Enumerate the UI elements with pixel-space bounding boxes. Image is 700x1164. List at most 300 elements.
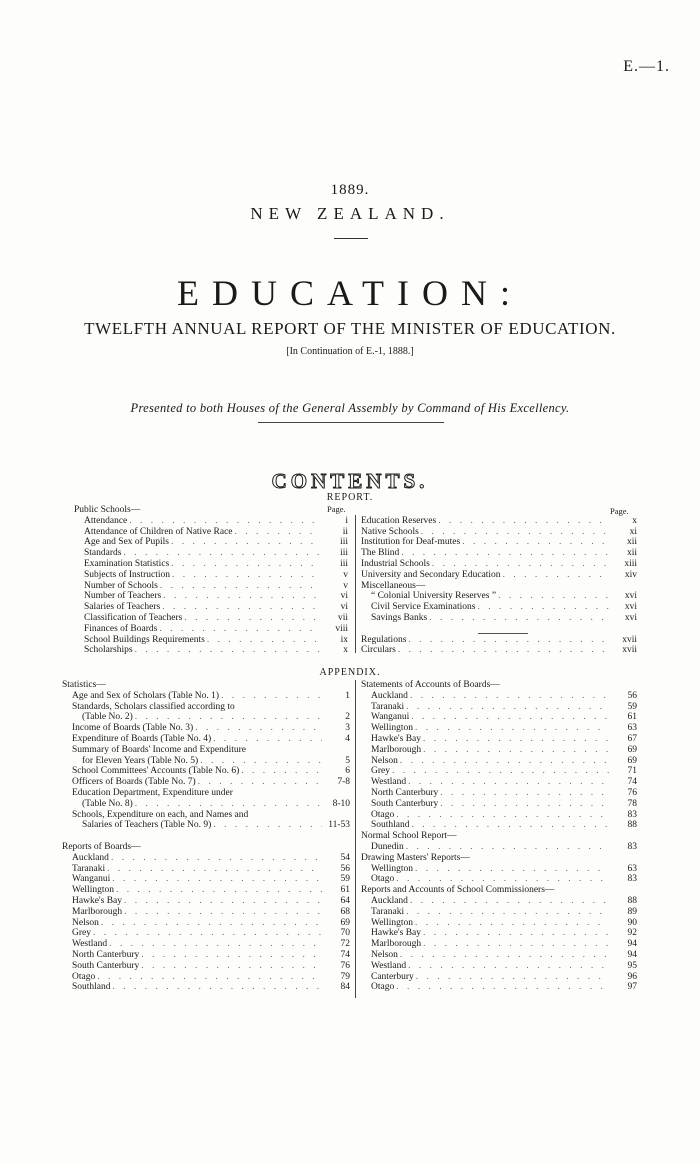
toc-entry-label: Grey [371, 766, 390, 777]
toc-entry-label: Attendance of Children of Native Race [84, 526, 233, 537]
toc-entry [62, 691, 350, 702]
toc-entry-page: 94 [627, 949, 637, 960]
toc-entry-page: 83 [627, 809, 637, 820]
leader-dots [413, 723, 609, 734]
leader-dots [421, 928, 609, 939]
leader-dots [421, 939, 609, 950]
toc-entry-page: viii [335, 623, 348, 634]
toc-entry-label: Schools, Expenditure on each, and Names and [72, 809, 249, 820]
toc-entry-label: Otago [371, 982, 395, 993]
toc-entry [74, 635, 348, 646]
toc-entry-page: 94 [627, 939, 637, 950]
leader-dots [99, 918, 322, 929]
toc-entry-page: iii [340, 558, 348, 569]
toc-entry [62, 972, 350, 983]
toc-entry-page: 76 [627, 787, 637, 798]
toc-entry-page: 72 [340, 939, 350, 950]
toc-entry [361, 788, 637, 799]
leader-dots [160, 602, 320, 613]
toc-entry [74, 516, 348, 527]
leader-dots [110, 874, 322, 885]
leader-dots [413, 918, 609, 929]
toc-entry-label: Income of Boards (Table No. 3) [72, 723, 194, 734]
leader-dots [139, 961, 322, 972]
toc-entry-label: Wellington [371, 917, 413, 928]
toc-entry-page: 61 [340, 885, 350, 896]
title-divider [334, 238, 368, 239]
leader-dots [404, 842, 609, 853]
toc-entry-page: xii [626, 537, 637, 548]
toc-entry-label: Number of Schools [84, 580, 158, 591]
toc-entry [62, 896, 350, 907]
toc-entry-page: xvii [622, 645, 637, 656]
leader-dots [170, 570, 320, 581]
toc-entry-page: vi [340, 591, 348, 602]
toc-entry-label: School Buildings Requirements [84, 634, 205, 645]
column-separator [355, 515, 356, 653]
leader-dots [111, 982, 322, 993]
page-column-label: Page. [327, 504, 346, 514]
toc-entry-page: 90 [627, 917, 637, 928]
toc-entry [74, 559, 348, 570]
leader-dots [396, 645, 609, 656]
toc-entry-page: xiv [624, 569, 637, 580]
leader-dots [196, 777, 322, 788]
contents-heading: CONTENTS. [271, 469, 429, 493]
toc-entry-page: xvi [624, 602, 637, 613]
toc-entry-label: Education Department, Expenditure under [72, 787, 233, 798]
toc-entry [62, 766, 350, 777]
toc-entry [62, 918, 350, 929]
toc-entry [62, 950, 350, 961]
toc-entry-label: Westland [371, 960, 407, 971]
toc-entry-page: 70 [340, 928, 350, 939]
toc-entry-page: 63 [627, 863, 637, 874]
toc-entry-page: 59 [340, 874, 350, 885]
toc-entry-page: 63 [627, 723, 637, 734]
leader-dots [406, 961, 609, 972]
toc-entry-page: v [343, 580, 348, 591]
toc-entry [361, 864, 637, 875]
leader-dots [121, 548, 320, 559]
toc-entry [74, 570, 348, 581]
appendix-right-list [361, 680, 637, 993]
toc-entry-label: Taranaki [72, 863, 106, 874]
leader-dots [161, 591, 320, 602]
toc-entry-label: Nelson [371, 755, 398, 766]
toc-entry-label: Circulars [361, 645, 396, 656]
toc-entry-page: 89 [627, 906, 637, 917]
toc-entry-label: “ Colonial University Reserves ” [371, 591, 497, 602]
toc-entry [62, 745, 350, 756]
toc-entry-label: Regulations [361, 634, 407, 645]
presented-divider [258, 422, 444, 423]
toc-entry [361, 961, 637, 972]
toc-entry [62, 864, 350, 875]
toc-entry [361, 939, 637, 950]
toc-entry [361, 907, 637, 918]
toc-entry [361, 918, 637, 929]
toc-entry-label: Auckland [371, 895, 408, 906]
leader-dots [158, 581, 320, 592]
toc-entry [361, 820, 637, 831]
toc-entry-label: Hawke's Bay [371, 928, 421, 939]
toc-entry-page: x [343, 645, 348, 656]
toc-entry-label: Southland [371, 820, 410, 831]
leader-dots [409, 712, 609, 723]
toc-entry-label: Westland [371, 777, 407, 788]
leader-dots [475, 602, 609, 613]
toc-entry-page: 88 [627, 895, 637, 906]
leader-dots [182, 613, 320, 624]
leader-dots [394, 810, 609, 821]
toc-entry-label: Grey [72, 928, 91, 939]
toc-entry [62, 756, 350, 767]
toc-entry-page: 96 [627, 971, 637, 982]
leader-dots [436, 516, 609, 527]
toc-entry-label: Marlborough [72, 906, 123, 917]
leader-dots [399, 548, 609, 559]
leader-dots [114, 885, 322, 896]
toc-entry [74, 548, 348, 559]
leader-dots [501, 570, 609, 581]
toc-entry-label: University and Secondary Education [361, 569, 501, 580]
toc-entry-label: Expenditure of Boards (Table No. 4) [72, 733, 212, 744]
toc-entry-page: 3 [345, 723, 350, 734]
toc-entry-label: Scholarships [84, 645, 133, 656]
toc-entry [361, 712, 637, 723]
toc-entry-page: i [345, 515, 348, 526]
toc-entry [361, 635, 637, 646]
toc-entry-page: 6 [345, 766, 350, 777]
leader-dots [239, 766, 322, 777]
toc-entry [361, 745, 637, 756]
toc-entry-label: Otago [371, 874, 395, 885]
toc-entry-page: xii [626, 548, 637, 559]
toc-entry-page: 78 [627, 798, 637, 809]
toc-entry-label: Salaries of Teachers (Table No. 9) [82, 820, 212, 831]
toc-entry-page: 56 [627, 690, 637, 701]
toc-entry-page: 71 [627, 766, 637, 777]
toc-entry-page: 64 [340, 895, 350, 906]
toc-entry [62, 939, 350, 950]
toc-entry-page: ix [340, 634, 348, 645]
toc-entry [62, 820, 350, 831]
toc-entry-label: Wanganui [72, 874, 111, 885]
toc-entry [62, 788, 350, 799]
toc-entry-label: Drawing Masters' Reports— [361, 852, 470, 863]
leader-dots [404, 907, 609, 918]
leader-dots [438, 799, 609, 810]
toc-entry [361, 799, 637, 810]
toc-entry [361, 691, 637, 702]
toc-entry [74, 624, 348, 635]
toc-entry [74, 602, 348, 613]
subtitle: TWELFTH ANNUAL REPORT OF THE MINISTER OF EDUCATION. [84, 319, 616, 338]
toc-entry [361, 896, 637, 907]
leader-dots [205, 635, 320, 646]
toc-entry [361, 702, 637, 713]
leader-dots [421, 745, 609, 756]
leader-dots [408, 896, 609, 907]
page-title: EDUCATION: [177, 273, 523, 313]
toc-entry [74, 591, 348, 602]
leader-dots [95, 972, 322, 983]
toc-entry-label: Marlborough [371, 744, 422, 755]
toc-entry-label: Age and Sex of Pupils [84, 537, 169, 548]
toc-entry-page: 11-53 [328, 820, 350, 831]
leader-dots [122, 896, 322, 907]
leader-dots [394, 982, 609, 993]
toc-entry [62, 853, 350, 864]
leader-dots [91, 928, 322, 939]
toc-entry-label: North Canterbury [72, 949, 140, 960]
toc-entry-page: 74 [340, 949, 350, 960]
toc-entry-page: 74 [627, 777, 637, 788]
toc-entry-page: iii [340, 548, 348, 559]
leader-dots [211, 820, 322, 831]
toc-entry-label: Education Reserves [361, 515, 437, 526]
toc-entry-label: for Eleven Years (Table No. 5) [82, 755, 199, 766]
leader-dots [133, 799, 322, 810]
toc-entry-page: 76 [340, 960, 350, 971]
toc-entry [361, 734, 637, 745]
toc-entry-label: Civil Service Examinations [371, 602, 476, 613]
toc-entry-page: 88 [627, 820, 637, 831]
toc-entry-label: Number of Teachers [84, 591, 162, 602]
appendix-left-list [62, 680, 350, 993]
toc-entry-label: Auckland [72, 852, 109, 863]
toc-entry-label: Age and Sex of Scholars (Table No. 1) [72, 690, 220, 701]
toc-entry-page: vi [340, 602, 348, 613]
toc-entry-page: 79 [340, 971, 350, 982]
document-code: E.—1. [623, 58, 670, 75]
toc-entry-page: 4 [345, 733, 350, 744]
leader-dots [127, 516, 320, 527]
toc-entry [361, 810, 637, 821]
page-column-label: Page. [610, 506, 629, 516]
toc-entry-page: 83 [627, 841, 637, 852]
toc-entry-page: 56 [340, 863, 350, 874]
leader-dots [233, 527, 320, 538]
toc-entry-label: South Canterbury [72, 960, 140, 971]
toc-entry-label: School Committees' Accounts (Table No. 6) [72, 766, 240, 777]
toc-entry-label: Classification of Teachers [84, 612, 183, 623]
toc-entry [62, 680, 350, 691]
toc-entry-label: Taranaki [371, 906, 405, 917]
year: 1889. [330, 182, 370, 198]
toc-entry [62, 831, 350, 842]
leader-dots [406, 777, 609, 788]
toc-entry [62, 712, 350, 723]
leader-dots [438, 788, 609, 799]
toc-entry-page: 2 [345, 712, 350, 723]
leader-dots [157, 624, 320, 635]
toc-entry-page: 69 [627, 744, 637, 755]
toc-entry-label: Canterbury [371, 971, 414, 982]
toc-entry-label: North Canterbury [371, 787, 439, 798]
appendix-heading: APPENDIX. [319, 667, 381, 678]
toc-entry-page: 67 [627, 733, 637, 744]
toc-entry-label: Southland [72, 982, 111, 993]
toc-entry [361, 505, 637, 516]
leader-dots [219, 691, 322, 702]
toc-entry [361, 516, 637, 527]
toc-entry-label: Reports and Accounts of School Commissioners— [361, 885, 555, 896]
presented-line: Presented to both Houses of the General Assembly by Command of His Excellency. [130, 401, 570, 415]
toc-entry [74, 537, 348, 548]
toc-entry-label: Wanganui [371, 712, 410, 723]
toc-entry [62, 723, 350, 734]
toc-entry-label: Miscellaneous— [361, 580, 426, 591]
toc-entry-page: 68 [340, 906, 350, 917]
leader-dots [133, 712, 322, 723]
toc-entry-label: Standards [84, 548, 122, 559]
leader-dots [122, 907, 322, 918]
toc-entry [361, 723, 637, 734]
toc-entry-label: Dunedin [371, 841, 404, 852]
report-left-list [74, 505, 348, 656]
leader-dots [496, 591, 609, 602]
toc-entry-label: Industrial Schools [361, 558, 430, 569]
country: NEW ZEALAND. [250, 204, 450, 223]
toc-entry [361, 756, 637, 767]
toc-entry-label: Standards, Scholars classified according to [72, 701, 235, 712]
toc-entry-page: 97 [627, 982, 637, 993]
toc-entry-page: iii [340, 537, 348, 548]
toc-entry-label: Reports of Boards— [62, 841, 141, 852]
toc-entry [361, 548, 637, 559]
toc-entry [361, 602, 637, 613]
toc-entry [62, 842, 350, 853]
toc-entry [361, 570, 637, 581]
leader-dots [408, 691, 609, 702]
leader-dots [398, 756, 609, 767]
toc-entry-label: Summary of Boards' Income and Expenditure [72, 744, 246, 755]
toc-entry-label: Otago [371, 809, 395, 820]
toc-entry [361, 581, 637, 592]
toc-entry-page: 54 [340, 852, 350, 863]
toc-entry [62, 702, 350, 713]
toc-entry-page: 69 [340, 917, 350, 928]
toc-entry-label: Auckland [371, 690, 408, 701]
toc-entry [361, 613, 637, 624]
toc-entry-page: vii [337, 612, 348, 623]
toc-entry-label: Savings Banks [371, 612, 428, 623]
leader-dots [406, 635, 609, 646]
leader-dots [413, 864, 609, 875]
toc-entry-label: Wellington [371, 863, 413, 874]
toc-entry-label: Nelson [72, 917, 99, 928]
toc-entry-page: 8-10 [332, 798, 350, 809]
toc-entry-label: Finances of Boards [84, 623, 158, 634]
leader-dots [404, 702, 609, 713]
toc-entry-label: Wellington [371, 723, 413, 734]
toc-entry-label: Officers of Boards (Table No. 7) [72, 777, 196, 788]
toc-entry [74, 581, 348, 592]
toc-entry-label: Taranaki [371, 701, 405, 712]
toc-entry-label: Subjects of Instruction [84, 569, 171, 580]
leader-dots [169, 537, 320, 548]
toc-entry-page: 84 [340, 982, 350, 993]
leader-dots [419, 527, 609, 538]
toc-entry-label: (Table No. 2) [82, 712, 133, 723]
leader-dots [430, 559, 609, 570]
toc-entry [62, 885, 350, 896]
toc-entry [361, 950, 637, 961]
toc-entry [361, 972, 637, 983]
toc-entry-label: Examination Statistics [84, 558, 170, 569]
toc-entry-label: Institution for Deaf-mutes [361, 537, 461, 548]
toc-entry-label: Public Schools— [74, 505, 141, 515]
leader-dots [198, 756, 322, 767]
toc-entry-page: xvii [622, 634, 637, 645]
toc-entry-page: 5 [345, 755, 350, 766]
toc-entry [361, 591, 637, 602]
toc-entry-label: Hawke's Bay [371, 733, 421, 744]
toc-entry-label: Attendance [84, 515, 128, 526]
continuation-note: [In Continuation of E.-1, 1888.] [286, 346, 414, 357]
toc-entry-page: v [343, 569, 348, 580]
toc-entry-page: xvi [624, 591, 637, 602]
section-divider [478, 633, 528, 634]
toc-entry [62, 777, 350, 788]
toc-entry [62, 907, 350, 918]
column-separator [355, 680, 356, 998]
leader-dots [169, 559, 320, 570]
toc-entry-page: 1 [345, 690, 350, 701]
toc-entry [74, 505, 348, 516]
toc-entry-label: South Canterbury [371, 798, 439, 809]
toc-entry-label: Salaries of Teachers [84, 602, 161, 613]
leader-dots [139, 950, 322, 961]
leader-dots [107, 939, 322, 950]
toc-entry-page: 59 [627, 701, 637, 712]
leader-dots [398, 950, 609, 961]
leader-dots [390, 766, 609, 777]
toc-entry-label: Marlborough [371, 939, 422, 950]
toc-entry [361, 874, 637, 885]
leader-dots [410, 820, 609, 831]
toc-entry [361, 982, 637, 993]
report-heading: REPORT. [326, 492, 374, 503]
toc-entry [361, 527, 637, 538]
toc-entry-label: Nelson [371, 949, 398, 960]
leader-dots [193, 723, 322, 734]
toc-entry-label: Native Schools [361, 526, 419, 537]
toc-entry [62, 928, 350, 939]
leader-dots [133, 645, 320, 656]
toc-entry-label: (Table No. 8) [82, 798, 133, 809]
toc-entry [62, 961, 350, 972]
leader-dots [460, 537, 609, 548]
toc-entry [361, 928, 637, 939]
toc-entry [74, 527, 348, 538]
toc-entry-label: Statements of Accounts of Boards— [361, 680, 500, 690]
toc-entry-page: 69 [627, 755, 637, 766]
toc-entry [361, 831, 637, 842]
toc-entry-label: Statistics— [62, 680, 106, 690]
toc-entry [361, 777, 637, 788]
toc-entry [361, 853, 637, 864]
toc-entry [361, 842, 637, 853]
leader-dots [105, 864, 322, 875]
leader-dots [421, 734, 609, 745]
toc-entry-page: xi [629, 526, 637, 537]
toc-entry-page: ii [342, 526, 348, 537]
toc-entry-page: 92 [627, 928, 637, 939]
toc-entry-page: 95 [627, 960, 637, 971]
